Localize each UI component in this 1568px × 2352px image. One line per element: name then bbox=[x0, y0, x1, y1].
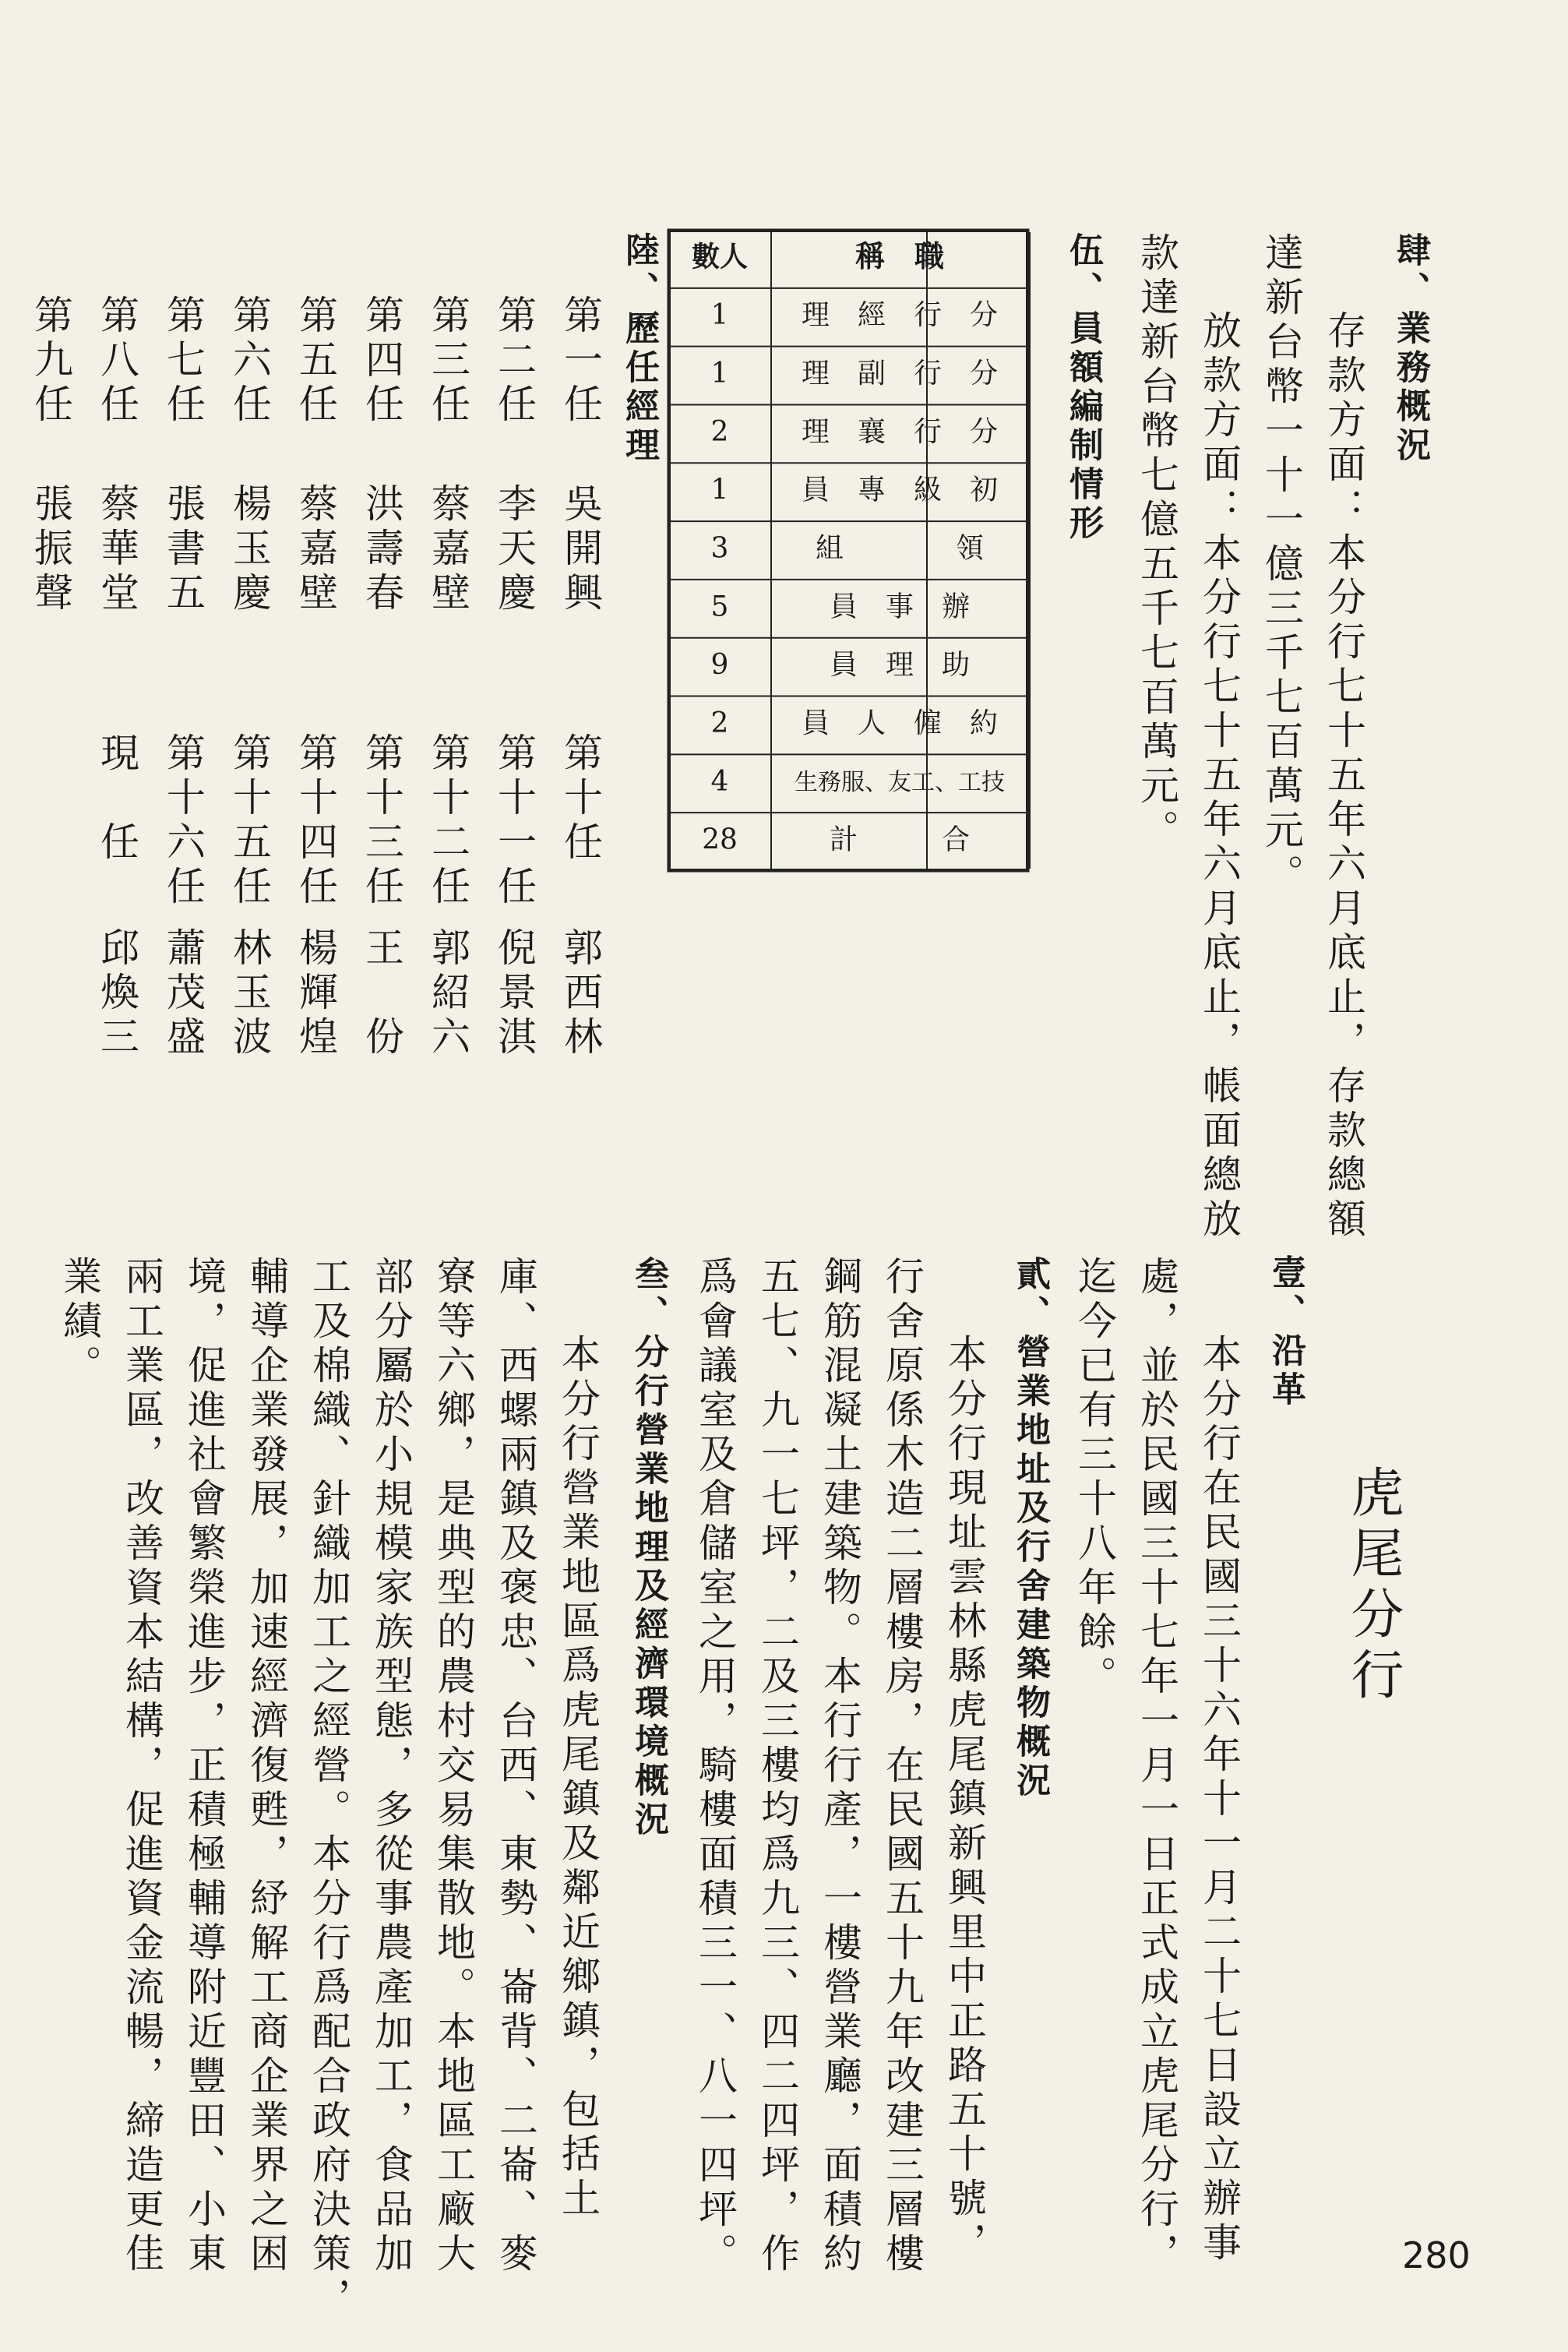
section-heading-staffing: 伍、員額編制情形 bbox=[1063, 232, 1103, 544]
table-cell-title: 計 合 bbox=[829, 823, 971, 856]
table-cell-count: 1 bbox=[710, 299, 729, 332]
page-number: 280 bbox=[1402, 2234, 1471, 2276]
manager-term: 第五任 bbox=[293, 294, 338, 428]
manager-term: 第六任 bbox=[227, 294, 272, 428]
table-cell-count: 3 bbox=[710, 532, 729, 565]
manager-term: 第十四任 bbox=[293, 732, 338, 910]
manager-name: 吳開興 bbox=[558, 483, 603, 616]
paragraph-line: 款達新台幣七億五千七百萬元。 bbox=[1134, 232, 1179, 854]
table-cell-count: 1 bbox=[710, 474, 729, 506]
table-cell-count: 2 bbox=[710, 415, 729, 448]
table-cell-title: 員 專 級 初 bbox=[801, 474, 999, 506]
manager-name: 倪景淇 bbox=[492, 927, 537, 1060]
table-cell-title: 員 理 助 bbox=[829, 649, 971, 682]
manager-name: 楊輝煌 bbox=[293, 927, 338, 1060]
paragraph-line: 迄今已有三十八年餘。 bbox=[1072, 1256, 1117, 1700]
paragraph-line: 本分行營業地區爲虎尾鎮及鄰近鄉鎮，包括土 bbox=[555, 1334, 601, 2222]
manager-term: 第七任 bbox=[160, 294, 206, 428]
manager-name: 蔡華堂 bbox=[94, 483, 139, 616]
manager-name: 蔡嘉壁 bbox=[293, 483, 338, 616]
table-count-column bbox=[825, 232, 928, 869]
table-cell-count: 9 bbox=[710, 649, 729, 682]
paragraph-line: 五七、九一七坪，二及三樓均爲九三、四二四坪，作 bbox=[755, 1256, 800, 2277]
manager-term: 第十二任 bbox=[425, 732, 470, 910]
paragraph-line: 行舍原係木造二層樓房，在民國五十九年改建三層樓 bbox=[879, 1256, 925, 2277]
manager-name: 邱煥三 bbox=[94, 927, 139, 1060]
manager-name: 張振聲 bbox=[28, 483, 73, 616]
manager-name: 張書五 bbox=[160, 483, 206, 616]
manager-term: 第十一任 bbox=[492, 732, 537, 910]
paragraph-line: 部分屬於小規模家族型態，多從事農產加工，食品加 bbox=[368, 1256, 414, 2277]
staff-table bbox=[668, 230, 1028, 871]
table-cell-title: 員 事 辦 bbox=[829, 591, 971, 623]
section-heading-economy: 叁、分行營業地理及經濟環境概況 bbox=[629, 1256, 668, 1840]
manager-term: 第十三任 bbox=[359, 732, 404, 910]
manager-name: 李天慶 bbox=[492, 483, 537, 616]
paragraph-line: 處，並於民國三十七年一月一日正式成立虎尾分行， bbox=[1134, 1256, 1179, 2277]
paragraph-line: 鋼筋混凝土建築物。本行行產，一樓營業廳，面積約 bbox=[817, 1256, 862, 2277]
paragraph-line: 庫、西螺兩鎮及褒忠、台西、東勢、崙背、二崙、麥 bbox=[493, 1256, 538, 2277]
paragraph-line: 達新台幣一十一億三千七百萬元。 bbox=[1259, 232, 1304, 898]
table-header-title: 稱 職 bbox=[854, 238, 945, 273]
table-cell-count: 1 bbox=[710, 358, 729, 390]
table-cell-title: 員 人 僱 約 bbox=[801, 707, 999, 739]
table-cell-title: 理 襄 行 分 bbox=[801, 415, 999, 448]
table-cell-count: 2 bbox=[710, 707, 729, 739]
page-title: 虎尾分行 bbox=[1342, 1465, 1404, 1708]
manager-term: 第十六任 bbox=[160, 732, 206, 910]
section-heading-business: 肆、業務概況 bbox=[1390, 232, 1430, 466]
table-cell-count: 4 bbox=[710, 765, 729, 798]
manager-term: 第四任 bbox=[359, 294, 404, 428]
paragraph-line: 輔導企業發展，加速經濟復甦，紓解工商企業界之困 bbox=[244, 1256, 289, 2277]
manager-name: 楊玉慶 bbox=[227, 483, 272, 616]
table-cell-title: 生務服、友工、工技 bbox=[795, 768, 1005, 796]
manager-name: 王 份 bbox=[359, 927, 404, 1060]
manager-term: 第二任 bbox=[492, 294, 537, 428]
paragraph-line: 業績。 bbox=[57, 1256, 102, 1389]
table-cell-count: 5 bbox=[710, 591, 729, 623]
manager-term: 第三任 bbox=[425, 294, 470, 428]
paragraph-line: 存款方面：本分行七十五年六月底止，存款總額 bbox=[1321, 310, 1366, 1243]
manager-term: 第九任 bbox=[28, 294, 73, 428]
manager-name: 林玉波 bbox=[227, 927, 272, 1060]
section-heading-managers: 陸、歷任經理 bbox=[619, 232, 659, 466]
paragraph-line: 爲會議室及倉儲室之用，騎樓面積三一、八一四坪。 bbox=[692, 1256, 738, 2277]
manager-term: 第八任 bbox=[94, 294, 139, 428]
paragraph-line: 工及棉織、針織加工之經營。本分行爲配合政府決策， bbox=[306, 1256, 351, 2322]
manager-name: 洪壽春 bbox=[359, 483, 404, 616]
section-heading-address: 貳、營業地址及行舍建築物概況 bbox=[1010, 1256, 1050, 1801]
paragraph-line: 本分行在民國三十六年十一月二十七日設立辦事 bbox=[1196, 1334, 1242, 2266]
manager-name: 蔡嘉壁 bbox=[425, 483, 470, 616]
manager-term: 現 任 bbox=[94, 732, 139, 866]
manager-term: 第十五任 bbox=[227, 732, 272, 910]
table-header-count: 數人 bbox=[691, 240, 749, 273]
paragraph-line: 兩工業區，改善資本結構，促進資金流暢，締造更佳 bbox=[119, 1256, 164, 2277]
table-cell-title: 理 經 行 分 bbox=[801, 299, 999, 332]
manager-name: 郭紹六 bbox=[425, 927, 470, 1060]
table-cell-title: 理 副 行 分 bbox=[801, 358, 999, 390]
table-title-column bbox=[928, 232, 1031, 869]
manager-name: 蕭茂盛 bbox=[160, 927, 206, 1060]
manager-term: 第十任 bbox=[558, 732, 603, 866]
table-cell-title: 組 領 bbox=[815, 532, 985, 565]
paragraph-line: 本分行現址雲林縣虎尾鎮新興里中正路五十號， bbox=[942, 1334, 987, 2266]
paragraph-line: 境，促進社會繁榮進步，正積極輔導附近豐田、小東 bbox=[181, 1256, 227, 2277]
manager-name: 郭西林 bbox=[558, 927, 603, 1060]
section-heading-history: 壹、沿革 bbox=[1266, 1254, 1305, 1410]
paragraph-line: 放款方面：本分行七十五年六月底止，帳面總放 bbox=[1196, 310, 1242, 1243]
manager-term: 第一任 bbox=[558, 294, 603, 428]
paragraph-line: 寮等六鄉，是典型的農村交易集散地。本地區工廠大 bbox=[431, 1256, 476, 2277]
table-cell-count: 28 bbox=[702, 823, 738, 856]
